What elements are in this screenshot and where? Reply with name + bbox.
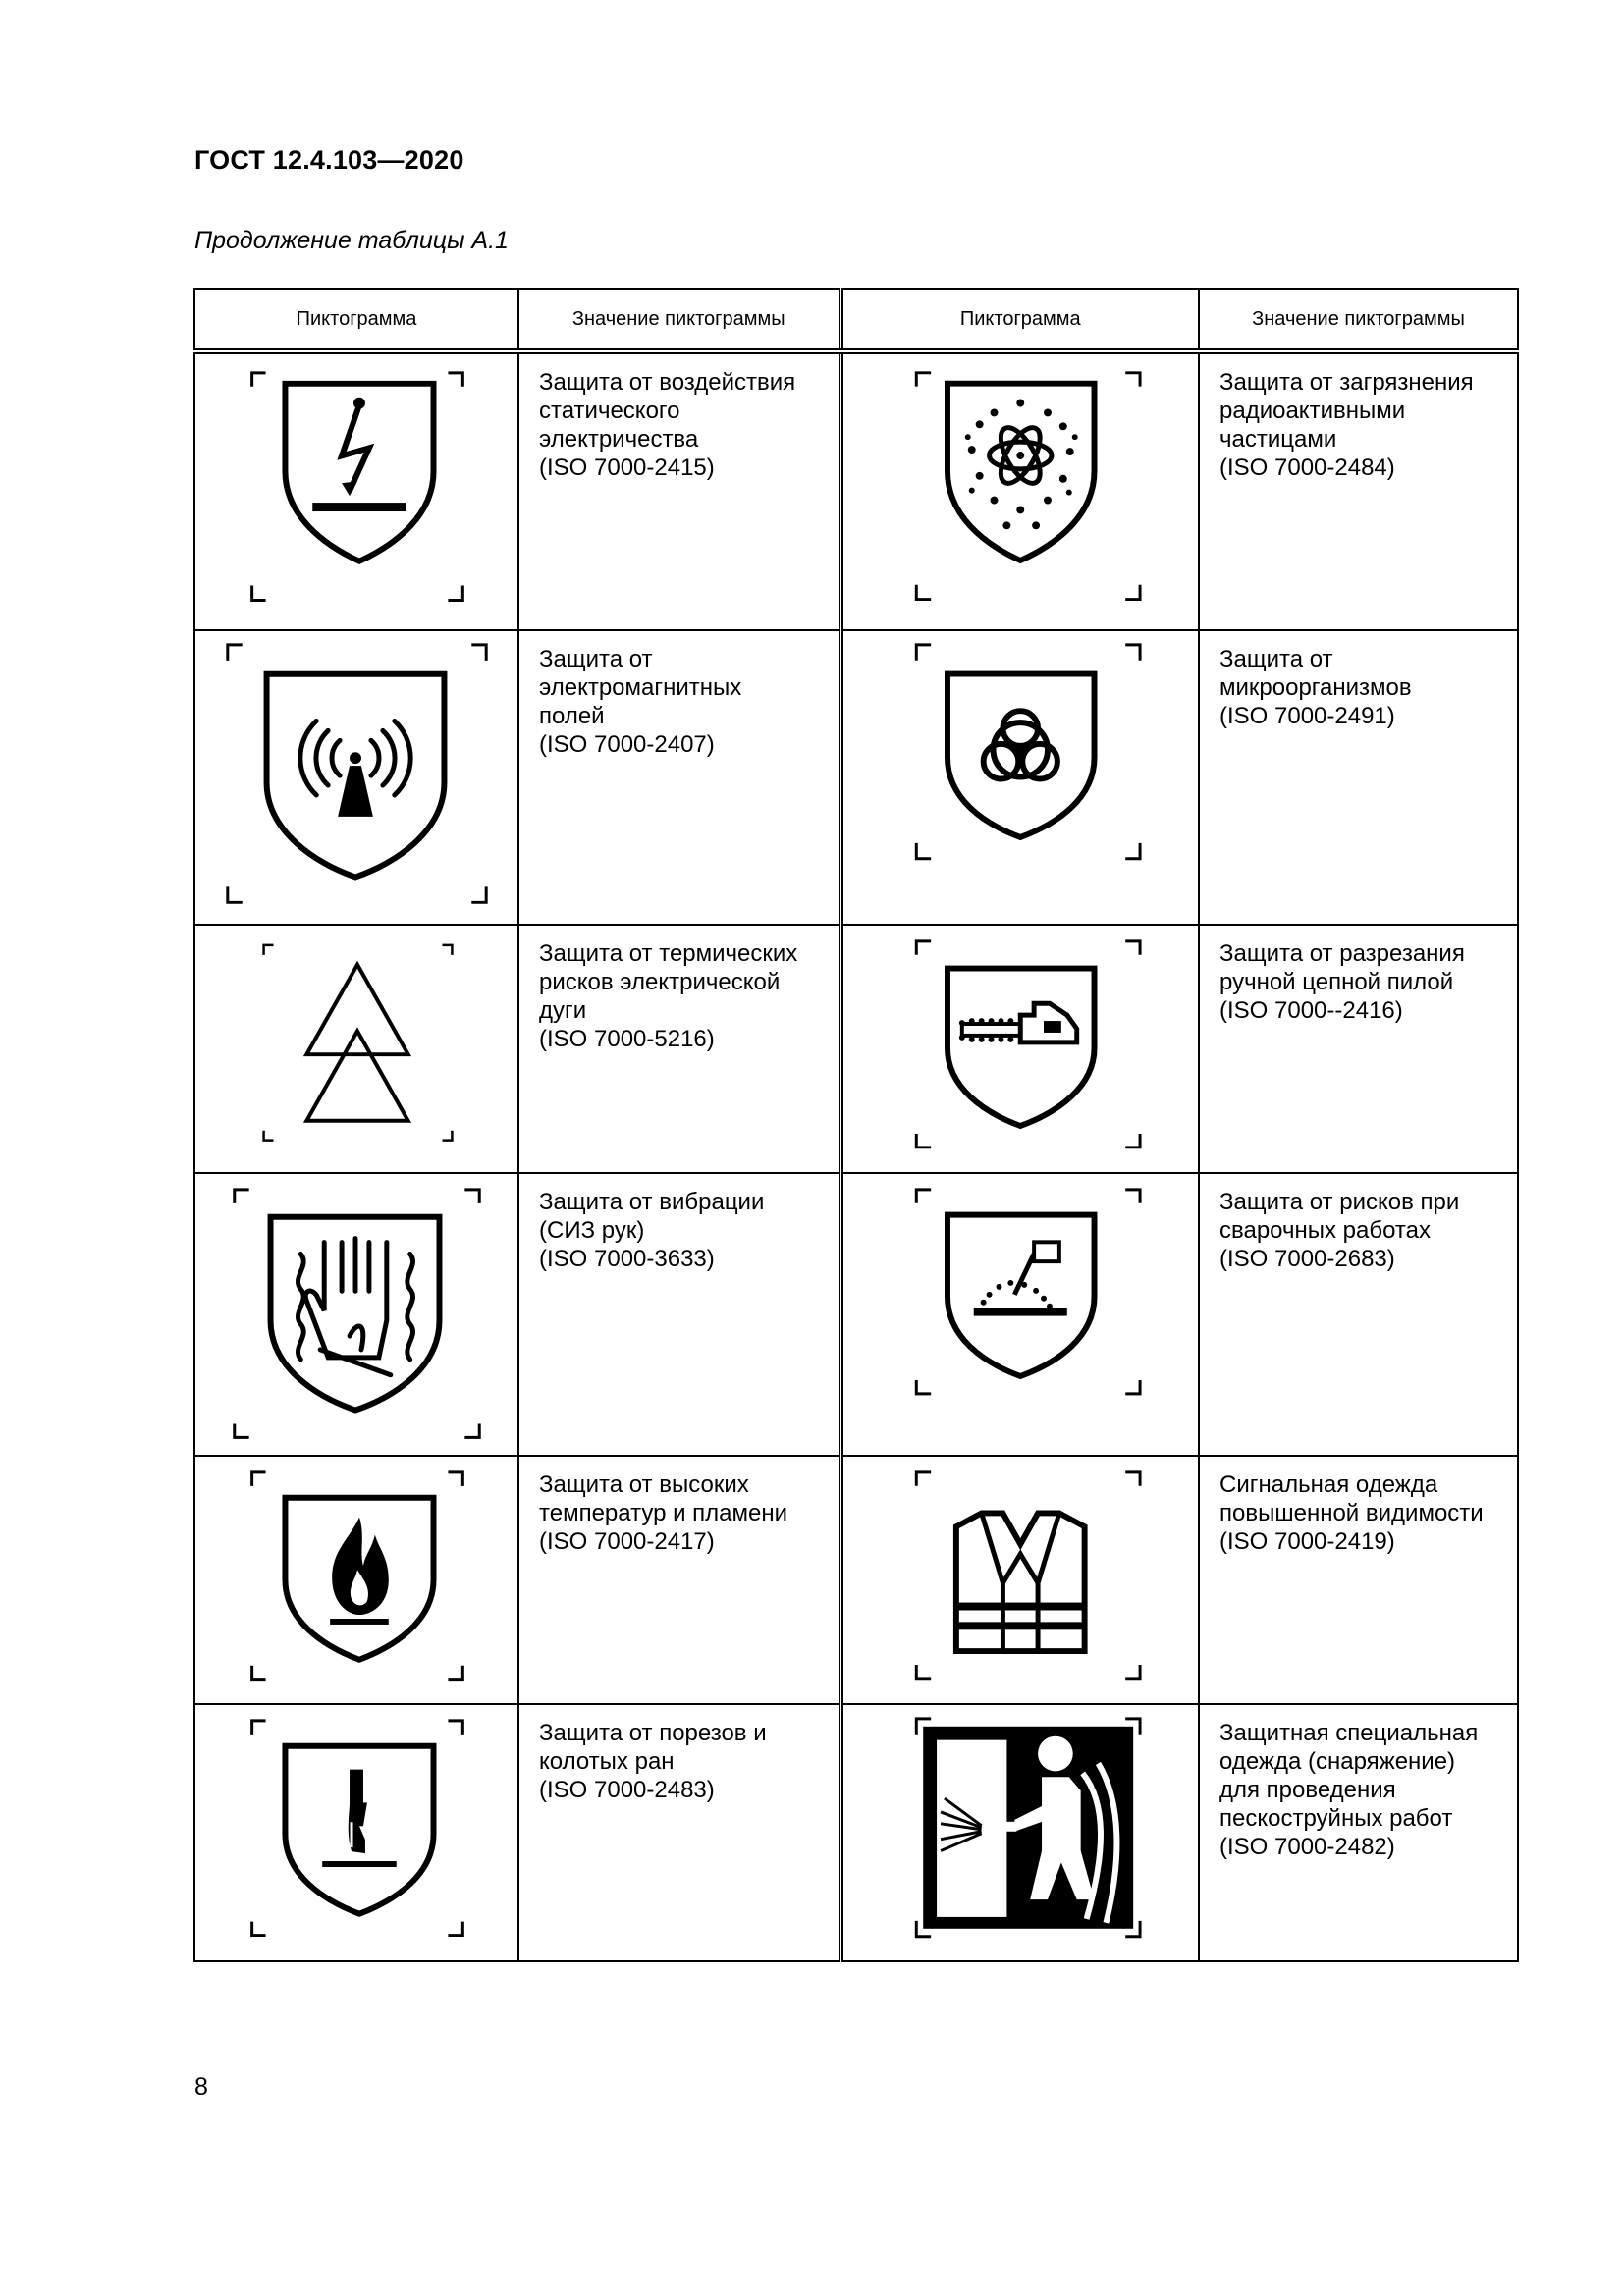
column-header: Пиктограмма [840,289,1199,351]
abrasive-blasting-icon [843,1705,1199,1959]
meaning-line: Защита от высоких [539,1471,749,1499]
pictogram-meaning [518,630,840,925]
pictogram-meaning [518,1173,840,1456]
flame-shield-icon [195,1457,517,1702]
pictogram-cell [840,1704,1199,1961]
radioactive-particles-shield-icon [843,354,1199,628]
meaning-line: пескоструйных работ [1219,1804,1453,1832]
pictogram-cell [840,1456,1199,1703]
meaning-line: Защита от [539,646,653,673]
meaning-line: сварочных работах [1219,1216,1432,1244]
meaning-line: Защита от рисков при [1219,1188,1460,1215]
pictogram-cell [840,1173,1199,1456]
pictogram-cell [194,630,518,925]
meaning-line: (ISO 7000-2415) [539,454,715,481]
table-row [194,630,1518,925]
meaning-line: Защита от разрезания [1219,940,1465,968]
meaning-line: Защитная специальная [1219,1719,1479,1746]
pictogram-meaning [518,1704,840,1961]
meaning-line: полей [539,703,605,730]
pictogram-meaning [1199,351,1518,630]
column-header: Значение пиктограммы [518,289,840,351]
meaning-line: (ISO 7000--2416) [1219,997,1403,1025]
meaning-line: рисков электрической [539,969,781,996]
meaning-line: радиоактивными [1219,398,1406,424]
pictogram-meaning [518,1456,840,1703]
pictogram-meaning [1199,630,1518,925]
meaning-line: (ISO 7000-2491) [1219,703,1395,730]
meaning-line: микроорганизмов [1219,674,1412,702]
meaning-line: температур и пламени [539,1500,788,1527]
table-row [194,1704,1518,1961]
pictogram-cell [194,1704,518,1961]
meaning-line: (ISO 7000-2482) [1219,1833,1395,1860]
pictogram-table [193,288,1519,1962]
meaning-line: (ISO 7000-2419) [1219,1528,1395,1556]
pictogram-meaning [1199,1704,1518,1961]
pictogram-cell [194,1173,518,1456]
meaning-line: дуги [539,997,587,1025]
pictogram-meaning [1199,1456,1518,1703]
pictogram-meaning [518,351,840,630]
meaning-line: (СИЗ рук) [539,1216,645,1244]
table-row [194,925,1518,1172]
meaning-line: (ISO 7000-2417) [539,1528,715,1556]
pictogram-meaning [1199,1173,1518,1456]
pictogram-cell [194,351,518,630]
meaning-line: Защита от вибрации [539,1188,765,1215]
static-electricity-shield-icon [195,354,517,629]
table-row [194,351,1518,630]
pictogram-meaning [1199,925,1518,1172]
electric-arc-triangles-icon [195,926,517,1171]
column-header: Значение пиктограммы [1199,289,1518,351]
meaning-line: (ISO 7000-5216) [539,1026,715,1053]
table-header-row [194,289,1518,351]
meaning-line: (ISO 7000-2484) [1219,454,1395,481]
meaning-line: повышенной видимости [1219,1500,1484,1527]
pictogram-cell [840,630,1199,925]
meaning-line: статического [539,398,680,424]
meaning-line: Сигнальная одежда [1219,1471,1438,1499]
table-caption: Продолжение таблицы А.1 [194,227,509,254]
biohazard-shield-icon [843,631,1199,923]
meaning-line: частицами [1219,426,1337,453]
meaning-line: (ISO 7000-2407) [539,731,715,759]
table-row [194,1173,1518,1456]
meaning-line: Защита от воздействия [539,369,796,396]
meaning-line: Защита от порезов и [539,1719,767,1746]
meaning-line: для проведения [1219,1776,1396,1803]
meaning-line: (ISO 7000-2683) [1219,1245,1395,1272]
meaning-line: Защита от термических [539,940,798,968]
column-header: Пиктограмма [194,289,518,351]
meaning-line: (ISO 7000-2483) [539,1776,715,1803]
pictogram-cell [840,925,1199,1172]
cut-knife-shield-icon [195,1705,517,1960]
pictogram-cell [194,1456,518,1703]
meaning-line: электромагнитных [539,674,742,702]
meaning-line: колотых ран [539,1747,675,1775]
meaning-line: ручной цепной пилой [1219,969,1454,996]
pictogram-cell [194,925,518,1172]
chainsaw-shield-icon [843,926,1199,1171]
page-number: 8 [194,2073,208,2101]
document-code: ГОСТ 12.4.103—2020 [194,145,464,175]
electromagnetic-field-shield-icon [195,631,517,924]
meaning-line: Защита от загрязнения [1219,369,1474,396]
pictogram-cell [840,351,1199,630]
high-visibility-vest-icon [843,1457,1199,1702]
pictogram-meaning [518,925,840,1172]
welding-shield-icon [843,1174,1199,1454]
vibration-glove-shield-icon [195,1174,517,1455]
meaning-line: одежда (снаряжение) [1219,1747,1456,1775]
table-row [194,1456,1518,1703]
meaning-line: электричества [539,426,699,453]
meaning-line: (ISO 7000-3633) [539,1245,715,1272]
meaning-line: Защита от [1219,646,1333,673]
